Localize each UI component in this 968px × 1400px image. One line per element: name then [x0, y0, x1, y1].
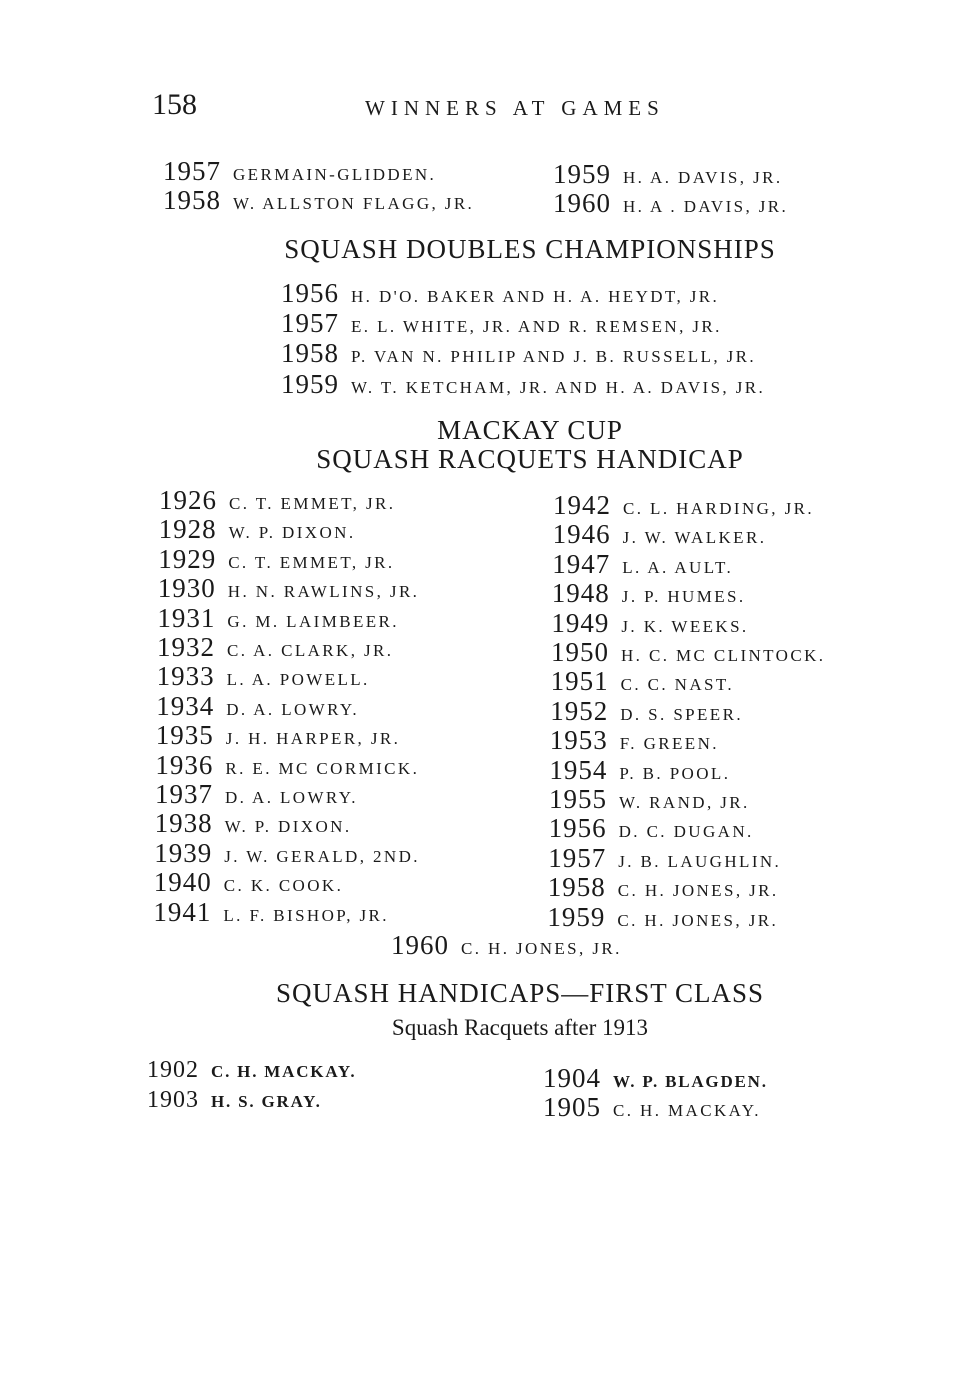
list-item: 1959 H. A. DAVIS, JR.	[553, 159, 783, 189]
section-heading-mackay: MACKAY CUP	[437, 415, 623, 445]
list-item: 1934 D. A. LOWRY.	[156, 690, 360, 721]
list-item: 1954 P. B. POOL.	[549, 754, 731, 785]
list-item: 1905 C. H. MACKAY.	[543, 1092, 761, 1122]
list-item: 1957 J. B. LAUGHLIN.	[548, 842, 782, 873]
list-item: 1949 J. K. WEEKS.	[551, 607, 749, 638]
list-item: 1930 H. N. RAWLINS, JR.	[157, 573, 420, 604]
list-item: 1958 P. VAN N. PHILIP AND J. B. RUSSELL, JR.	[281, 338, 757, 368]
list-item: 1939 J. W. GERALD, 2ND.	[154, 837, 420, 868]
list-item-final: 1960 C. H. JONES, JR.	[391, 930, 622, 960]
list-item: 1951 C. C. NAST.	[550, 666, 735, 697]
list-item: 1946 J. W. WALKER.	[552, 519, 767, 550]
list-item: 1955 W. RAND, JR.	[549, 784, 750, 814]
list-item: 1959 W. T. KETCHAM, JR. AND H. A. DAVIS, JR.	[281, 369, 766, 399]
list-item: 1958 W. ALLSTON FLAGG, JR.	[163, 185, 475, 215]
section-heading-doubles: SQUASH DOUBLES CHAMPIONSHIPS	[284, 234, 776, 264]
list-item: 1936 R. E. MC CORMICK.	[155, 749, 420, 780]
list-item: 1933 L. A. POWELL.	[156, 661, 370, 692]
list-item: 1938 W. P. DIXON.	[154, 808, 352, 839]
list-item: 1929 C. T. EMMET, JR.	[158, 543, 395, 574]
running-title: WINNERS AT GAMES	[365, 96, 665, 120]
list-item: 1947 L. A. AULT.	[552, 548, 734, 579]
list-item: 1904 W. P. BLAGDEN.	[543, 1063, 768, 1093]
list-item: 1958 C. H. JONES, JR.	[547, 872, 779, 903]
section-subtitle-first-class: Squash Racquets after 1913	[391, 1015, 649, 1040]
list-item: 1948 J. P. HUMES.	[551, 578, 746, 609]
page-number: 158	[152, 88, 197, 121]
list-item: 1937 D. A. LOWRY.	[155, 779, 358, 809]
list-item: 1935 J. H. HARPER, JR.	[155, 720, 401, 751]
list-item: 1950 H. C. MC CLINTOCK.	[551, 637, 826, 667]
section-heading-first-class: SQUASH HANDICAPS—FIRST CLASS	[275, 978, 765, 1008]
list-item: 1960 H. A . DAVIS, JR.	[553, 188, 789, 218]
list-item: 1926 C. T. EMMET, JR.	[159, 485, 396, 515]
list-item: 1953 F. GREEN.	[549, 725, 719, 756]
list-item: 1941 L. F. BISHOP, JR.	[153, 896, 389, 927]
list-item: 1942 C. L. HARDING, JR.	[553, 490, 815, 520]
list-item: 1902 C. H. MACKAY.	[147, 1057, 357, 1083]
list-item: 1956 D. C. DUGAN.	[548, 813, 754, 844]
list-item: 1928 W. P. DIXON.	[158, 514, 356, 545]
list-item: 1931 G. M. LAIMBEER.	[157, 602, 399, 633]
list-item: 1959 C. H. JONES, JR.	[547, 901, 779, 932]
list-item: 1952 D. S. SPEER.	[550, 695, 743, 726]
list-item: 1956 H. D'O. BAKER AND H. A. HEYDT, JR.	[281, 278, 720, 308]
list-item: 1957 E. L. WHITE, JR. AND R. REMSEN, JR.	[281, 308, 722, 338]
list-item: 1940 C. K. COOK.	[153, 867, 344, 898]
list-item: 1932 C. A. CLARK, JR.	[157, 632, 394, 662]
list-item: 1957 GERMAIN-GLIDDEN.	[163, 156, 437, 186]
section-subheading-mackay: SQUASH RACQUETS HANDICAP	[316, 444, 744, 474]
list-item: 1903 H. S. GRAY.	[147, 1087, 322, 1113]
